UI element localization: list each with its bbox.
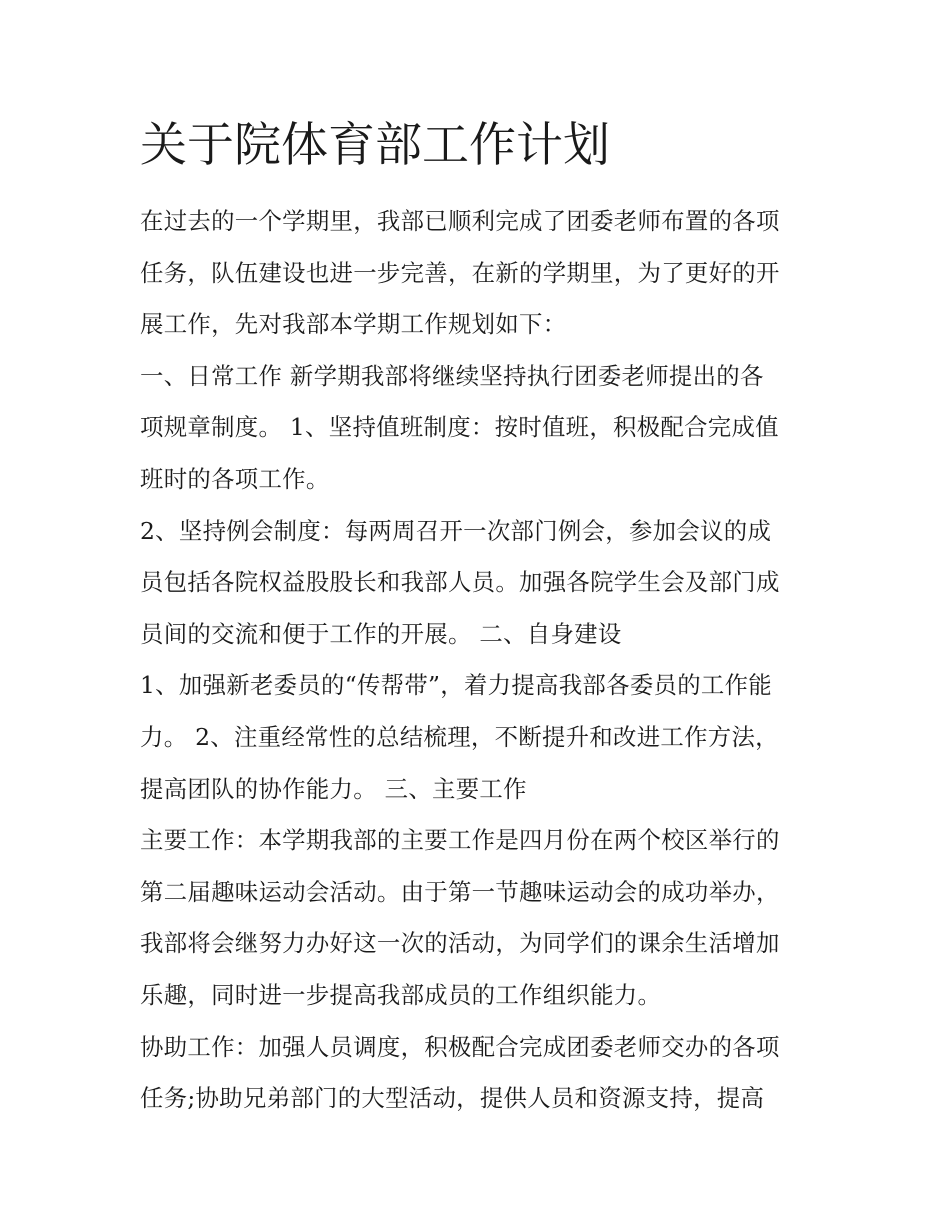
text-line: 协助工作：加强人员调度，积极配合完成团委老师交办的各项: [140, 1032, 780, 1061]
text-line: 任务;协助兄弟部门的大型活动，提供人员和资源支持，提高: [140, 1084, 765, 1113]
text-line: 力。 2、注重经常性的总结梳理，不断提升和改进工作方法，: [140, 722, 779, 751]
text-line: 在过去的一个学期里，我部已顺利完成了团委老师布置的各项: [140, 207, 780, 235]
page-title: 关于院体育部工作计划: [140, 118, 610, 173]
text-line: 1、加强新老委员的“传帮带”，着力提高我部各委员的工作能: [140, 671, 772, 700]
text-line: 2、坚持例会制度：每两周召开一次部门例会，参加会议的成: [140, 516, 772, 545]
text-line: 主要工作：本学期我部的主要工作是四月份在两个校区举行的: [140, 826, 780, 855]
text-line: 提高团队的协作能力。 三、主要工作: [140, 774, 527, 803]
text-line: 员包括各院权益股股长和我部人员。加强各院学生会及部门成: [140, 568, 780, 597]
text-line: 一、日常工作 新学期我部将继续坚持执行团委老师提出的各: [140, 361, 764, 390]
text-line: 乐趣，同时进一步提高我部成员的工作组织能力。: [140, 980, 662, 1009]
text-line: 第二届趣味运动会活动。由于第一节趣味运动会的成功举办，: [140, 877, 780, 906]
text-line: 任务，队伍建设也进一步完善，在新的学期里，为了更好的开: [140, 258, 780, 287]
text-line: 我部将会继努力办好这一次的活动，为同学们的课余生活增加: [140, 929, 780, 958]
text-line: 展工作，先对我部本学期工作规划如下：: [140, 310, 567, 339]
text-line: 班时的各项工作。: [140, 464, 330, 493]
document-body: [140, 196, 816, 1125]
text-line: 项规章制度。 1、坚持值班制度：按时值班，积极配合完成值: [140, 413, 779, 442]
text-line: 员间的交流和便于工作的开展。 二、自身建设: [140, 619, 622, 648]
